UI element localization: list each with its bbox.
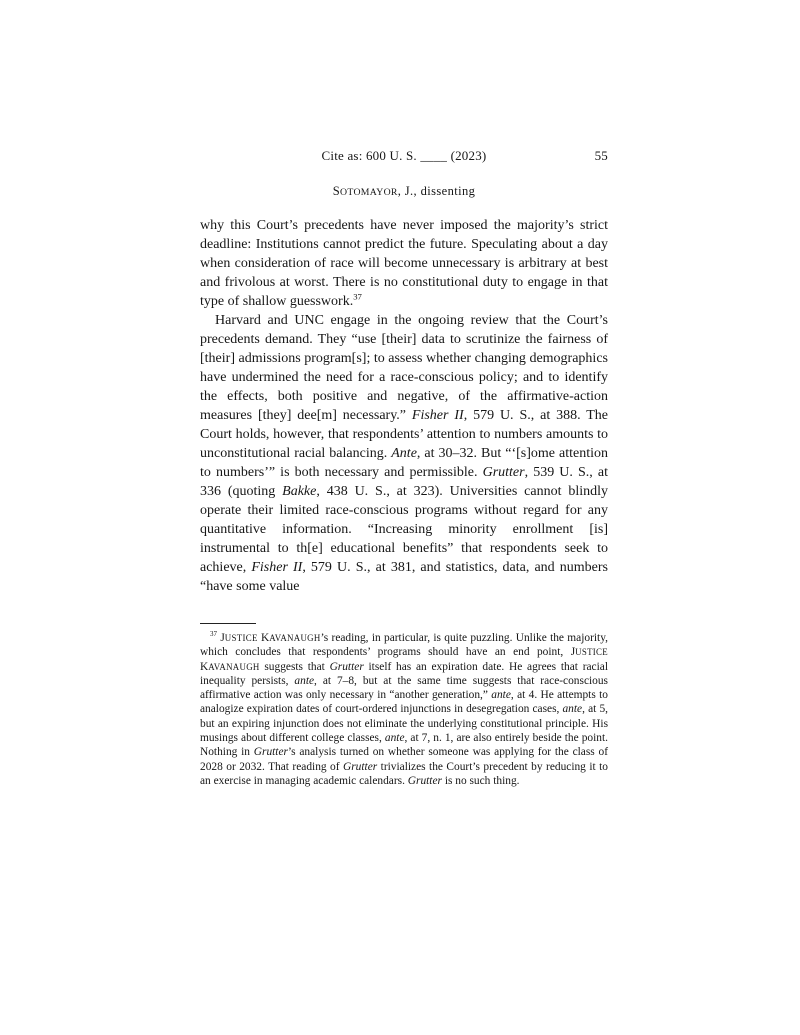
text-segment: , 539 U. S., at 336 (quoting [200,465,608,499]
text-segment: , J., dissenting [397,184,476,198]
text-segment: Fisher II [251,560,303,575]
footnote-marker: 37 [353,291,362,302]
citation-line: Cite as: 600 U. S. ____ (2023) [321,148,487,163]
text-segment: , 438 U. S., at 323). Universities cannot blindly operate their limited race-conscious programs without regard for any quantitative information. “Increasing minority enrollment [is] instrumental to th[e] educational benefits” that respondents seek to achieve, [200,484,608,575]
text-segment: ante [562,703,583,716]
text-segment: , at 4. He attempts to analogize expiration dates of court-ordered injunctions in desegregation cases, [200,689,608,716]
text-segment: trivializes the Court’s precedent by reducing it to an exercise in managing academic calendars. [200,760,608,787]
body-text [200,216,608,596]
text-segment: , 579 U. S., at 381, and statistics, data, and numbers “have some value [200,560,608,594]
text-segment: K [257,632,270,644]
text-segment: Ante [391,446,417,461]
text-segment: J [217,632,225,644]
page-number: 55 [594,148,608,163]
running-head [200,148,608,164]
text-segment: Grutter [329,660,364,673]
text-segment: AVANAUGH [208,661,260,672]
text-segment: , at 7, n. 1, are also entirely beside the point. Nothing in [200,732,608,759]
footnote [200,631,608,788]
text-segment: Harvard and UNC engage in the ongoing review that the Court’s precedents demand. They “use [their] data to scrutinize the fairness of [their] admissions program[s]; to assess whether changing demographics have undermined the need for a race-conscious policy; and to identify the effects, both positive and negative, of the affirmative-action measures [they] dee[m] necessary.” [200,313,608,423]
text-segment: , at 5, but an expiring injunction does not eliminate the underlying constitutional principle. His musings about different college classes, [200,703,608,745]
text-segment: is no such thing. [441,774,520,787]
text-segment: , at 30–32. But “‘[s]ome attention to numbers’” is both necessary and permissible. [200,446,609,480]
opinion-attribution [200,184,608,199]
text-segment: ante [294,674,315,687]
text-segment: K [200,660,209,673]
text-segment: ’s analysis turned on whether someone was applying for the class of 2028 or 2032. That reading of [200,746,608,773]
text-segment: itself has an expiration date. He agrees that racial inequality persists, [200,660,608,687]
text-segment: OTOMAYOR [340,187,398,198]
text-segment: Grutter [482,465,525,480]
body-paragraph [200,311,608,596]
text-segment: , at 7–8, but at the same time suggests that race-conscious affirmative action was only necessary in “another generation,” [200,674,608,702]
text-segment: USTICE [224,633,258,643]
footnote-separator [200,623,256,624]
text-segment: USTICE [575,647,608,658]
footnote-paragraph [200,631,608,788]
text-segment: , 579 U. S., at 388. The Court holds, however, that respondents’ attention to numbers amounts to unconstitutional racial balancing. [200,408,608,461]
body-paragraph [200,216,608,311]
text-segment: S [332,184,341,198]
footnote-marker: 37 [210,630,218,639]
text-segment: ante [384,732,405,745]
text-segment: ante [491,689,511,702]
text-segment: Bakke [282,484,317,499]
text-segment: why this Court’s precedents have never imposed the majority’s strict deadline: Institutions cannot predict the future. Speculating about a day when consideration of race will become unnecessary is arbitrary at best and frivolous at worst. There is no constitutional duty to engage in that type of shallow guesswork. [200,218,608,309]
text-segment: AVANAUGH [269,633,321,643]
text-segment: Grutter [253,746,288,759]
text-segment: Grutter [407,774,442,787]
text-segment: suggests that [259,660,330,673]
text-segment: Grutter [343,760,378,773]
text-segment: Fisher II [411,408,464,423]
document-page [200,148,608,788]
text-segment: ’s reading, in particular, is quite puzzling. Unlike the majority, which concludes that respondents’ programs should have an end point, J [200,632,608,659]
